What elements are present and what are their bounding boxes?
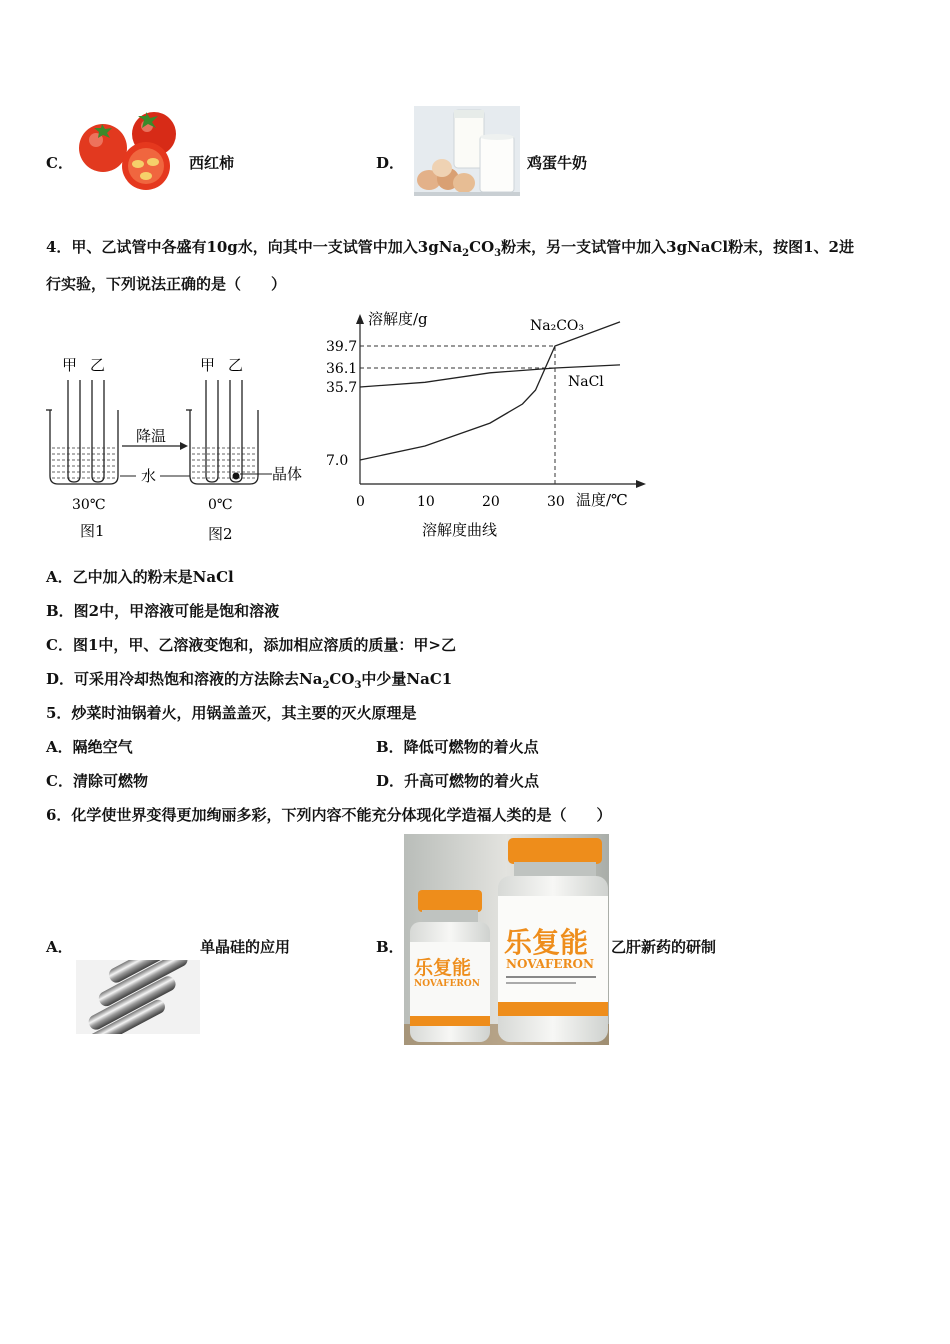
tube-label-jia-2: 甲 (200, 356, 216, 374)
temp-label-2: 0℃ (208, 497, 233, 513)
q6-option-b-text: 乙肝新药的研制 (611, 938, 717, 956)
series-label-na2co3: Na₂CO₃ (530, 318, 585, 334)
beaker-2 (190, 410, 258, 484)
tube-label-yi-1: 乙 (90, 356, 106, 374)
y-axis-arrow (356, 314, 364, 324)
q5-stem: 5．炒菜时油锅着火，用锅盖盖灭，其主要的灭火原理是 (46, 704, 417, 722)
option-d-text: 鸡蛋牛奶 (527, 154, 588, 172)
q6-option-b-letter: B． (376, 938, 404, 956)
option-d-letter: D． (376, 154, 405, 172)
q5-option-a: A．隔绝空气 (46, 738, 133, 756)
small-bottle-brand: 乐复能 (414, 957, 472, 979)
q5-option-c: C．清除可燃物 (46, 772, 148, 790)
y-tick-label-35.7: 35.7 (326, 380, 358, 396)
q4-option-a: A．乙中加入的粉末是NaCl (46, 568, 234, 586)
q6-option-a-text: 单晶硅的应用 (200, 938, 291, 956)
q4-option-b: B．图2中，甲溶液可能是饱和溶液 (46, 602, 280, 620)
fig1-caption: 图1 (80, 522, 105, 540)
q4-option-d: D．可采用冷却热饱和溶液的方法除去$Na_2CO_3$中少量NaC1 (46, 670, 453, 691)
crystal-label: 晶体 (272, 465, 303, 483)
option-c-text: 西红柿 (189, 154, 235, 172)
q4-option-c: C．图1中，甲、乙溶液变饱和，添加相应溶质的质量：甲>乙 (46, 636, 456, 654)
y-axis-label: 溶解度/g (368, 310, 428, 328)
test-tube-jia-1 (68, 380, 80, 482)
x-tick-label-20: 20 (482, 494, 500, 510)
q5-option-b: B．降低可燃物的着火点 (376, 738, 539, 756)
arrow-label: 降温 (136, 427, 167, 445)
temp-label-1: 30℃ (72, 497, 106, 513)
big-bottle-brand: 乐复能 (504, 926, 589, 959)
small-bottle-brand-en: NOVAFERON (414, 979, 480, 989)
experiment-figure (40, 348, 320, 548)
tomato-image (76, 106, 180, 192)
chart-title: 溶解度曲线 (422, 521, 498, 539)
x-tick-label-0: 0 (356, 494, 365, 510)
x-tick-label-30: 30 (547, 494, 565, 510)
beaker-1 (50, 410, 118, 484)
eggs-milk-image (414, 106, 520, 196)
x-axis-label: 温度/℃ (576, 491, 628, 509)
test-tube-yi-1 (92, 380, 104, 482)
y-tick-label-36.1: 36.1 (326, 361, 358, 377)
solubility-chart (322, 302, 652, 548)
q6-option-a-letter: A． (46, 938, 73, 956)
fig2-caption: 图2 (208, 525, 233, 543)
q6-stem: 6．化学使世界变得更加绚丽多彩，下列内容不能充分体现化学造福人类的是（ ） (46, 806, 612, 824)
x-tick-label-10: 10 (417, 494, 435, 510)
q4-stem-line2: 行实验，下列说法正确的是（ ） (46, 275, 287, 293)
water-label: 水 (141, 467, 157, 485)
test-tube-yi-2 (230, 380, 242, 482)
tube-label-jia-1: 甲 (62, 356, 78, 374)
x-axis-arrow (636, 480, 646, 488)
medicine-bottles-image (404, 834, 609, 1045)
tube-label-yi-2: 乙 (228, 356, 244, 374)
q5-option-d: D．升高可燃物的着火点 (376, 772, 540, 790)
big-bottle-brand-en: NOVAFERON (506, 957, 594, 971)
q4-stem-line1: 4．甲、乙试管中各盛有10g水，向其中一支试管中加入$3gNa_2CO_3$粉末，另一支试管中加入3gNaCl粉末，按图1、2进 (46, 238, 854, 259)
option-c-letter: C． (46, 154, 73, 172)
y-tick-label-39.7: 39.7 (326, 339, 358, 355)
series-line-na2co3 (360, 322, 620, 460)
series-label-nacl: NaCl (568, 374, 604, 390)
silicon-rods-image (76, 960, 200, 1034)
test-tube-jia-2 (206, 380, 218, 482)
crystal-dot (233, 473, 240, 480)
y-tick-label-7.0: 7.0 (326, 453, 349, 469)
